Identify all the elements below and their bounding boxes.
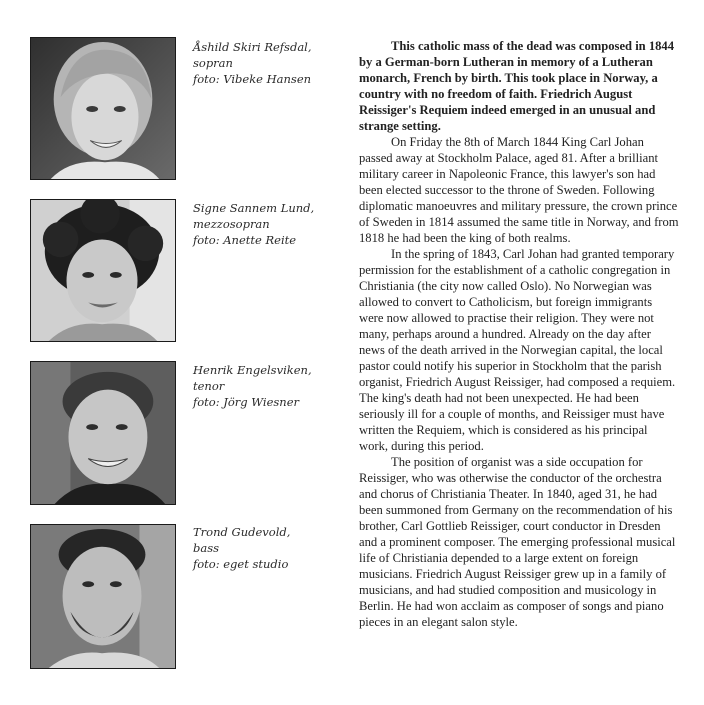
article-paragraph: In the spring of 1843, Carl Johan had granted temporary permission for the establishment of a catholic congregation in Christiania (the city now called Oslo). No Norwegian was allowed to convert to Catholicism, but foreign immigrants were now allowed to practise their religion. They were not many, perhaps around a hundred. Already on the day after news of the death arrived in the Norwegian capital, the local pastor could notify his superior in Stockholm that the parish organist, Friedrich August Reissiger, had composed a requiem. The king's death had not been unexpected. He had been seriously ill for a couple of months, and Reissiger must have written the Requiem, which is considered as his principal work, during this period. (359, 247, 676, 453)
singer-photo-mezzosoprano (30, 199, 176, 342)
article-paragraph: On Friday the 8th of March 1844 King Carl Johan passed away at Stockholm Palace, aged 81. After a brilliant military career in Napoleonic France, this lawyer's son had been elected successor to the throne of Sweden. Following diplomatic manoeuvres and military pressure, the crown prince of Sweden in 1814 assumed the same title in Norway, and from 1818 he had been the king of both realms. (359, 135, 679, 245)
singer-photo-soprano (30, 37, 176, 180)
singer-name: Trond Gudevold, (193, 525, 291, 539)
photo-credit: foto: Jörg Wiesner (193, 395, 300, 409)
singer-photo-tenor (30, 361, 176, 505)
singer-voice: tenor (193, 379, 225, 393)
article-paragraph: The position of organist was a side occupation for Reissiger, who was otherwise the conductor of the orchestra and chorus of Christiania Theater. In 1840, aged 31, he had been summoned from Germany on the recommendation of his brother, Carl Gottlieb Reissiger, court conductor in Dresden and a prominent composer. The emerging professional musical life of Christiania depended to a large extent on foreign musicians. Friedrich August Reissiger grew up in a family of musicians, and had studied composition and musicology in Berlin. He had won acclaim as composer of songs and piano pieces in an elegant salon style. (359, 455, 676, 629)
article-body (359, 38, 679, 630)
photo-credit: foto: Vibeke Hansen (193, 72, 312, 86)
singer-caption-tenor (193, 362, 343, 410)
singer-caption-mezzosoprano (193, 200, 343, 248)
singer-name: Signe Sannem Lund, (193, 201, 315, 215)
singer-caption-soprano (193, 39, 343, 87)
singer-voice: sopran (193, 56, 233, 70)
singer-photo-bass (30, 524, 176, 669)
singer-voice: mezzosopran (193, 217, 270, 231)
photo-credit: foto: eget studio (193, 557, 289, 571)
photo-credit: foto: Anette Reite (193, 233, 297, 247)
singer-name: Henrik Engelsviken, (193, 363, 312, 377)
singer-name: Åshild Skiri Refsdal, (193, 40, 312, 54)
article-lead: This catholic mass of the dead was composed in 1844 by a German-born Lutheran in memory of a Lutheran monarch, French by birth. This took place in Norway, a country with no freedom of faith. Friedrich August Reissiger's Requiem indeed emerged in an unusual and strange setting. (359, 39, 675, 133)
singer-voice: bass (193, 541, 220, 555)
singer-caption-bass (193, 524, 343, 572)
